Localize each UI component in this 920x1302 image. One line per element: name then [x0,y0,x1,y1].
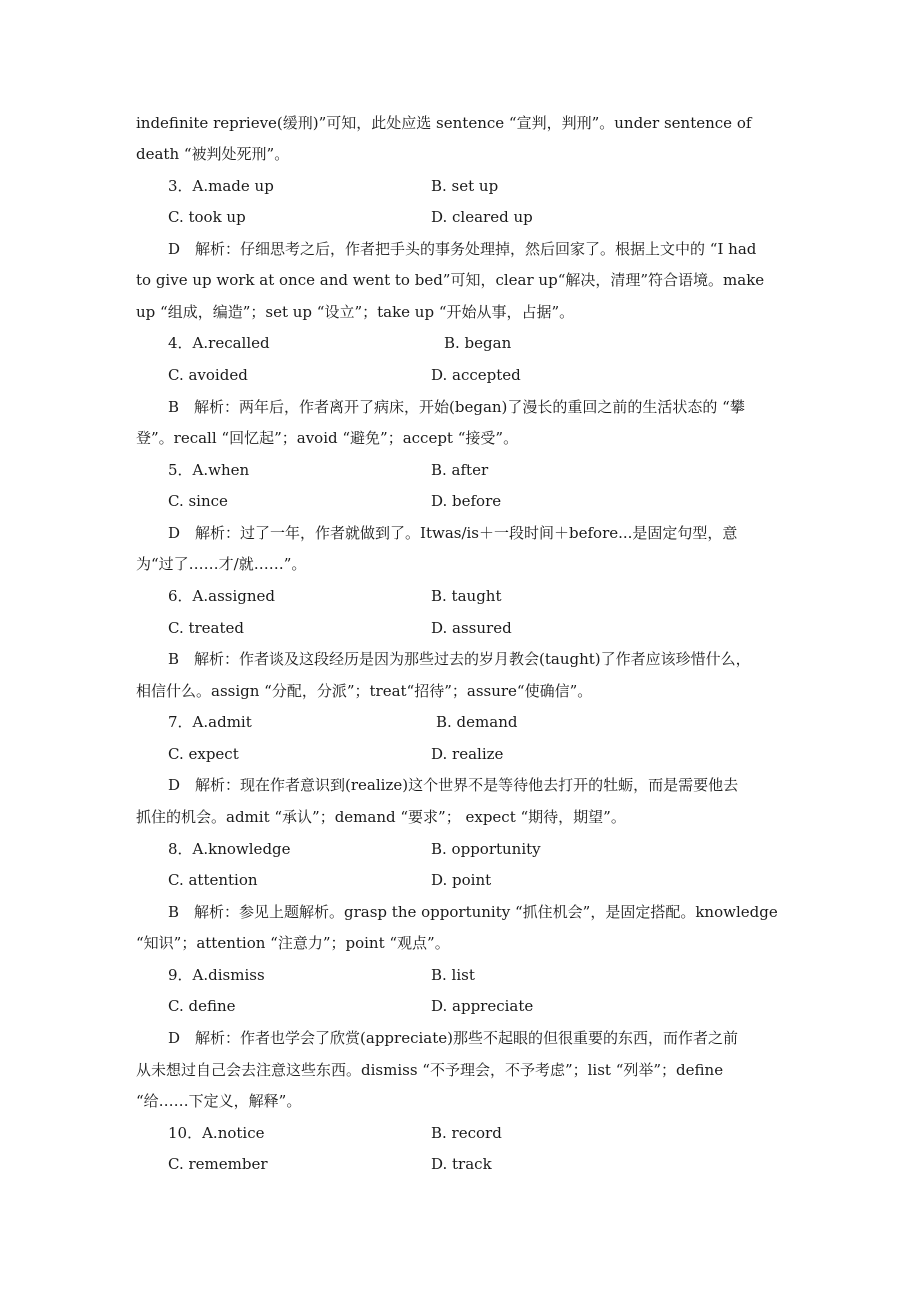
option-c: C. expect [168,745,239,763]
option-a: 10．A.notice [168,1124,265,1142]
option-a: 3．A.made up [168,177,274,195]
explanation-line: B 解析：参见上题解析。grasp the opportunity “抓住机会”，是固定搭配。knowledge [168,903,778,921]
text-line: indefinite reprieve(缓刑)”可知，此处应选 sentence “宣判，判刑”。under sentence of [136,114,752,132]
option-d: D. track [431,1155,492,1173]
explanation-line: D 解析：作者也学会了欣赏(appreciate)那些不起眼的但很重要的东西，而作者之前 [168,1029,738,1047]
option-a: 4．A.recalled [168,334,270,352]
option-d: D. assured [431,619,512,637]
option-b: B. set up [431,177,499,195]
option-a: 9．A.dismiss [168,966,265,984]
explanation-line: 抓住的机会。admit “承认”；demand “要求”； expect “期待，期望”。 [136,808,626,826]
option-d: D. before [431,492,502,510]
option-d: D. cleared up [431,208,533,226]
option-b: B. opportunity [431,840,541,858]
explanation-line: 从未想过自己会去注意这些东西。dismiss “不予理会，不予考虑”；list “列举”；define [136,1061,724,1079]
explanation-line: 登”。recall “回忆起”；avoid “避免”；accept “接受”。 [136,429,519,447]
option-c: C. avoided [168,366,248,384]
option-c: C. took up [168,208,246,226]
option-b: B. after [431,461,489,479]
explanation-line: “给……下定义，解释”。 [136,1092,302,1110]
explanation-line: B 解析：作者谈及这段经历是因为那些过去的岁月教会(taught)了作者应该珍惜什么， [168,650,751,668]
explanation-line: D 解析：仔细思考之后，作者把手头的事务处理掉，然后回家了。根据上文中的 “I had [168,240,757,258]
explanation-line: “知识”；attention “注意力”；point “观点”。 [136,934,450,952]
option-c: C. treated [168,619,245,637]
option-b: B. taught [431,587,502,605]
option-b: B. list [431,966,475,984]
option-c: C. attention [168,871,258,889]
explanation-line: D 解析：过了一年，作者就做到了。Itwas/is＋一段时间＋before...是固定句型，意 [168,524,738,542]
option-c: C. remember [168,1155,268,1173]
explanation-line: to give up work at once and went to bed”可知，clear up“解决，清理”符合语境。make [136,271,765,289]
option-d: D. realize [431,745,504,763]
option-b: B. record [431,1124,502,1142]
explanation-line: 为“过了……才/就……”。 [136,555,307,573]
option-d: D. accepted [431,366,521,384]
option-c: C. define [168,997,236,1015]
option-a: 5．A.when [168,461,250,479]
option-d: D. point [431,871,492,889]
option-c: C. since [168,492,228,510]
option-b: B. demand [436,713,518,731]
explanation-line: D 解析：现在作者意识到(realize)这个世界不是等待他去打开的牡蛎，而是需要他去 [168,776,739,794]
option-a: 8．A.knowledge [168,840,291,858]
explanation-line: 相信什么。assign “分配，分派”；treat“招待”；assure“使确信”。 [136,682,593,700]
text-line: death “被判处死刑”。 [136,145,290,163]
option-b: B. began [444,334,512,352]
option-a: 6．A.assigned [168,587,276,605]
option-a: 7．A.admit [168,713,252,731]
explanation-line: up “组成，编造”；set up “设立”；take up “开始从事，占据”。 [136,303,575,321]
option-d: D. appreciate [431,997,534,1015]
explanation-line: B 解析：两年后，作者离开了病床，开始(began)了漫长的重回之前的生活状态的 “攀 [168,398,745,416]
